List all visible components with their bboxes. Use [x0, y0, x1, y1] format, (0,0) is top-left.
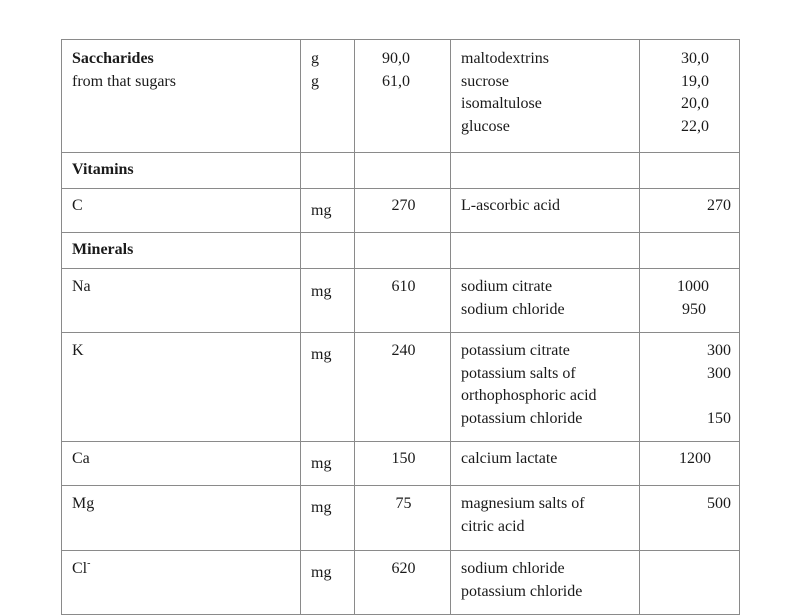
unit-text: g [311, 72, 319, 90]
empty-cell [355, 233, 451, 269]
unit-text: mg [311, 346, 332, 363]
source-text: L-ascorbic acid [461, 197, 561, 214]
unit-text: mg [311, 499, 332, 516]
source-text: potassium chloride [461, 582, 583, 600]
source-cell [451, 551, 640, 615]
amount-text: 90,0 [382, 50, 410, 67]
nutrient-name-cell [62, 40, 301, 153]
value-text: 500 [707, 495, 731, 512]
nutrient-name: C [72, 197, 83, 214]
table-row-potassium [62, 333, 740, 442]
source-text: sucrose [461, 72, 509, 90]
amount-cell [355, 442, 451, 486]
nutrient-name-cell [62, 269, 301, 333]
empty-cell [301, 153, 355, 189]
unit-cell [301, 269, 355, 333]
nutrient-name: Cl [72, 560, 88, 577]
value-cell [640, 486, 740, 551]
amount-cell [355, 40, 451, 153]
nutrient-name: Saccharides [72, 50, 154, 67]
table-row-saccharides [62, 40, 740, 153]
source-cell [451, 269, 640, 333]
amount-text: 150 [391, 450, 416, 467]
unit-cell [301, 442, 355, 486]
amount-cell [355, 269, 451, 333]
value-text: 150 [707, 409, 731, 427]
unit-cell [301, 333, 355, 442]
unit-text: mg [311, 455, 332, 472]
amount-text: 240 [391, 342, 416, 359]
value-text: 30,0 [681, 50, 709, 67]
section-heading-cell [62, 233, 301, 269]
value-text: 270 [707, 197, 731, 214]
nutrient-name-cell [62, 551, 301, 615]
source-text: isomaltulose [461, 95, 542, 112]
nutrient-name: K [72, 342, 84, 359]
amount-text: 270 [391, 197, 416, 214]
source-text: potassium salts of [461, 364, 576, 382]
value-cell [640, 442, 740, 486]
source-text: sodium chloride [461, 300, 565, 318]
source-text: citric acid [461, 517, 525, 535]
empty-cell [451, 153, 640, 189]
amount-text: 61,0 [382, 72, 410, 90]
value-text: 1200 [679, 450, 711, 467]
value-cell [640, 333, 740, 442]
section-heading: Vitamins [72, 161, 134, 178]
nutrient-name: Mg [72, 495, 95, 512]
source-text: magnesium salts of [461, 495, 585, 512]
unit-cell [301, 486, 355, 551]
value-cell [640, 40, 740, 153]
unit-cell [301, 40, 355, 153]
value-cell [640, 551, 740, 615]
value-text: 20,0 [681, 95, 709, 112]
table-row-vitamin-c [62, 189, 740, 233]
source-cell [451, 189, 640, 233]
source-text: maltodextrins [461, 50, 549, 67]
nutrient-name-cell [62, 442, 301, 486]
nutrient-subname: from that sugars [72, 72, 176, 90]
nutrient-name: Ca [72, 450, 90, 467]
table-row-vitamins-heading [62, 153, 740, 189]
amount-cell [355, 486, 451, 551]
section-heading-cell [62, 153, 301, 189]
source-cell [451, 40, 640, 153]
unit-cell [301, 551, 355, 615]
value-text: 1000 [677, 278, 709, 295]
source-text: potassium citrate [461, 342, 570, 359]
empty-cell [301, 233, 355, 269]
source-text: orthophosphoric acid [461, 387, 597, 404]
empty-cell [640, 233, 740, 269]
source-cell [451, 333, 640, 442]
unit-cell [301, 189, 355, 233]
nutrient-name: Na [72, 278, 91, 295]
value-text: 950 [682, 300, 706, 318]
value-text: 19,0 [681, 72, 709, 90]
source-text: glucose [461, 117, 510, 135]
value-text [650, 385, 731, 408]
unit-text: mg [311, 202, 332, 219]
amount-cell [355, 333, 451, 442]
table-row-magnesium [62, 486, 740, 551]
source-text: sodium chloride [461, 560, 565, 577]
amount-text: 610 [391, 278, 416, 295]
empty-cell [355, 153, 451, 189]
value-cell [640, 269, 740, 333]
amount-text: 620 [391, 560, 416, 577]
source-text: calcium lactate [461, 450, 558, 467]
unit-text: mg [311, 283, 332, 300]
unit-text: g [311, 50, 319, 67]
section-heading: Minerals [72, 241, 134, 258]
value-cell [640, 189, 740, 233]
nutrient-charge-superscript: - [87, 558, 91, 569]
empty-cell [451, 233, 640, 269]
amount-cell [355, 551, 451, 615]
unit-text: mg [311, 564, 332, 581]
nutrient-name-cell [62, 486, 301, 551]
empty-cell [640, 153, 740, 189]
nutrient-name-cell [62, 189, 301, 233]
value-text: 22,0 [681, 117, 709, 135]
amount-text: 75 [395, 495, 412, 512]
table-row-chloride [62, 551, 740, 615]
table-row-minerals-heading [62, 233, 740, 269]
amount-cell [355, 189, 451, 233]
source-cell [451, 442, 640, 486]
value-text: 300 [707, 364, 731, 382]
nutrient-composition-table [61, 39, 740, 615]
table-row-calcium [62, 442, 740, 486]
nutrient-name-cell [62, 333, 301, 442]
source-cell [451, 486, 640, 551]
value-text: 300 [707, 342, 731, 359]
table-row-sodium [62, 269, 740, 333]
source-text: potassium chloride [461, 409, 583, 427]
source-text: sodium citrate [461, 278, 553, 295]
